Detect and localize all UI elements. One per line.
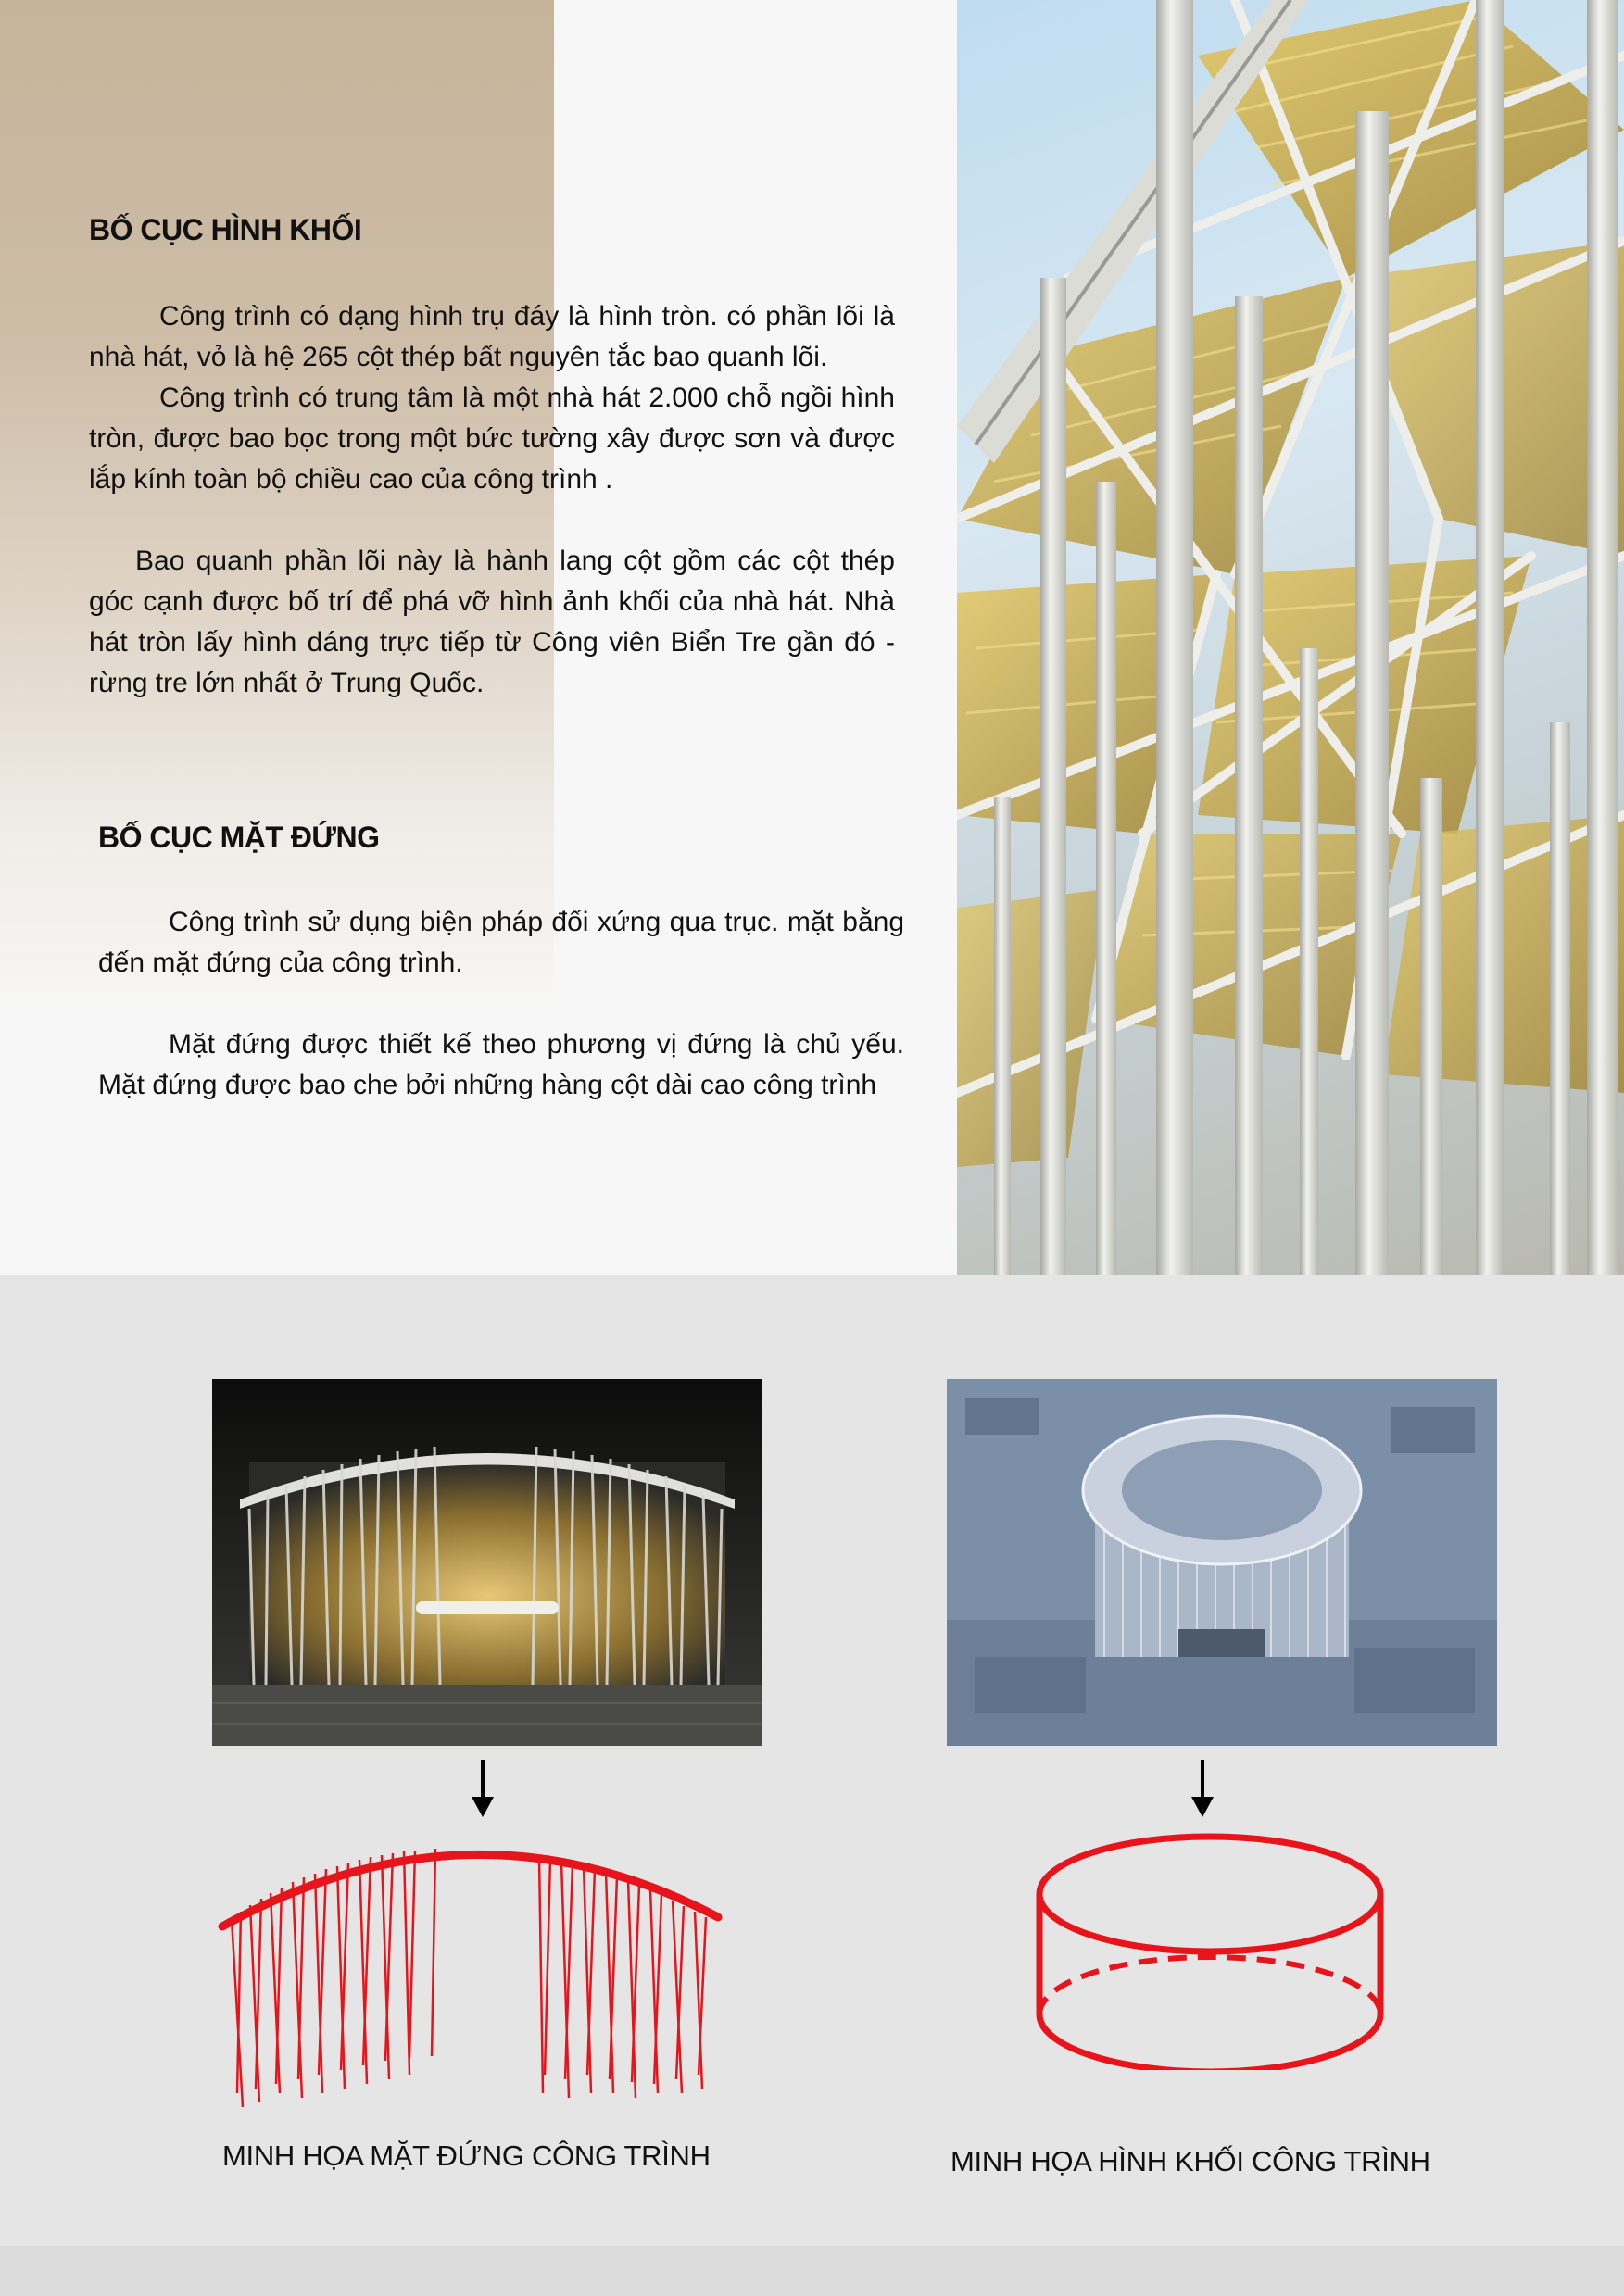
theater-aerial-photo bbox=[947, 1379, 1497, 1746]
paragraph: Bao quanh phần lõi này là hành lang cột gồm các cột thép góc cạnh được bố trí để phá vỡ hình ảnh khối của nhà hát. Nhà hát tròn lấy hình dáng trực tiếp từ Công viên Biển Tre gần đó - rừng tre lớn nhất ở Trung Quốc. bbox=[89, 546, 895, 698]
arrow-down-icon bbox=[1189, 1760, 1216, 1819]
elevation-diagram bbox=[213, 1815, 732, 2121]
steel-structure-illustration bbox=[957, 0, 1624, 1275]
theater-night-photo bbox=[212, 1379, 762, 1746]
heading-hinh-khoi: BỐ CỤC HÌNH KHỐI bbox=[89, 213, 362, 246]
paragraph: Công trình có trung tâm là một nhà hát 2.000 chỗ ngồi hình tròn, được bao bọc trong một bức tường xây được sơn và được lắp kính toàn bộ chiều cao của công trình . bbox=[89, 383, 895, 495]
paragraph: Công trình có dạng hình trụ đáy là hình tròn. có phần lõi là nhà hát, vỏ là hệ 265 cột thép bất nguyên tắc bao quanh lõi. bbox=[89, 301, 895, 372]
arrow-down-icon bbox=[469, 1760, 497, 1819]
mass-diagram bbox=[1028, 1829, 1391, 2070]
paragraph: Công trình sử dụng biện pháp đối xứng qua trục. mặt bằng đến mặt đứng của công trình. bbox=[98, 907, 904, 978]
steel-structure-photo bbox=[957, 0, 1624, 1275]
paragraph: Mặt đứng được thiết kế theo phương vị đứng là chủ yếu. Mặt đứng được bao che bởi những hàng cột dài cao công trình bbox=[98, 1029, 904, 1100]
mat-dung-text bbox=[98, 902, 904, 1106]
caption-mass: MINH HỌA HÌNH KHỐI CÔNG TRÌNH bbox=[950, 2145, 1430, 2177]
theater-night-illustration bbox=[212, 1379, 762, 1746]
heading-mat-dung: BỐ CỤC MẶT ĐỨNG bbox=[98, 821, 380, 854]
hinh-khoi-text bbox=[89, 296, 895, 704]
bottom-strip bbox=[0, 2246, 1624, 2296]
caption-elevation: MINH HỌA MẶT ĐỨNG CÔNG TRÌNH bbox=[222, 2139, 711, 2172]
theater-aerial-illustration bbox=[947, 1379, 1497, 1746]
